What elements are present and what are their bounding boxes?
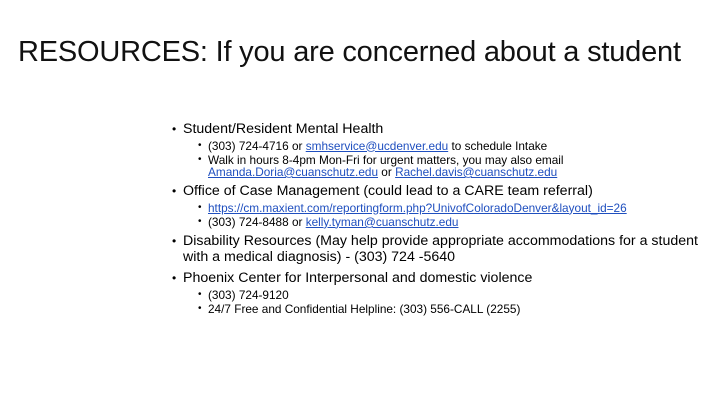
list-item — [198, 289, 702, 301]
heading-mental-health: Student/Resident Mental Health — [183, 121, 384, 137]
intake-text: to schedule Intake — [448, 138, 548, 153]
phone-text: (303) 724-9120 — [208, 287, 289, 302]
bullet-disability-resources — [172, 234, 702, 265]
bullet-case-management — [172, 184, 702, 200]
list-item — [198, 154, 702, 178]
mental-health-details — [172, 140, 702, 179]
email-link-rachel[interactable]: Rachel.davis@cuanschutz.edu — [395, 164, 558, 179]
phone-text: (303) 724-8488 or — [208, 214, 306, 229]
reporting-form-link[interactable]: https://cm.maxient.com/reportingform.php?UnivofColoradoDenver&layout_id=26 — [208, 200, 627, 215]
list-item — [198, 202, 702, 214]
phoenix-center-details — [172, 289, 702, 315]
resource-list — [172, 122, 702, 321]
or-text: or — [378, 164, 396, 179]
slide-title: RESOURCES: If you are concerned about a student — [18, 36, 681, 68]
heading-phoenix-center: Phoenix Center for Interpersonal and domestic violence — [183, 270, 533, 287]
email-link-kelly[interactable]: kelly.tyman@cuanschutz.edu — [305, 214, 459, 229]
phone-text: (303) 724-4716 or — [208, 138, 306, 153]
email-link-amanda[interactable]: Amanda.Doria@cuanschutz.edu — [208, 164, 379, 179]
heading-case-management: Office of Case Management (could lead to a CARE team referral) — [183, 183, 593, 200]
case-management-details — [172, 202, 702, 228]
list-item — [198, 140, 702, 152]
list-item — [198, 303, 702, 315]
walk-in-text: Walk in hours 8-4pm Mon-Fri for urgent matters, you may also email — [208, 152, 564, 167]
bullet-mental-health — [172, 122, 702, 138]
list-item — [198, 216, 702, 228]
email-link-smhservice[interactable]: smhservice@ucdenver.edu — [305, 138, 449, 153]
bullet-phoenix-center — [172, 271, 702, 287]
helpline-text: 24/7 Free and Confidential Helpline: (303) 556-CALL (2255) — [208, 301, 521, 316]
heading-disability-resources: Disability Resources (May help provide appropriate accommodations for a student with a medical diagnosis) - (303) 724 -5640 — [183, 233, 698, 265]
